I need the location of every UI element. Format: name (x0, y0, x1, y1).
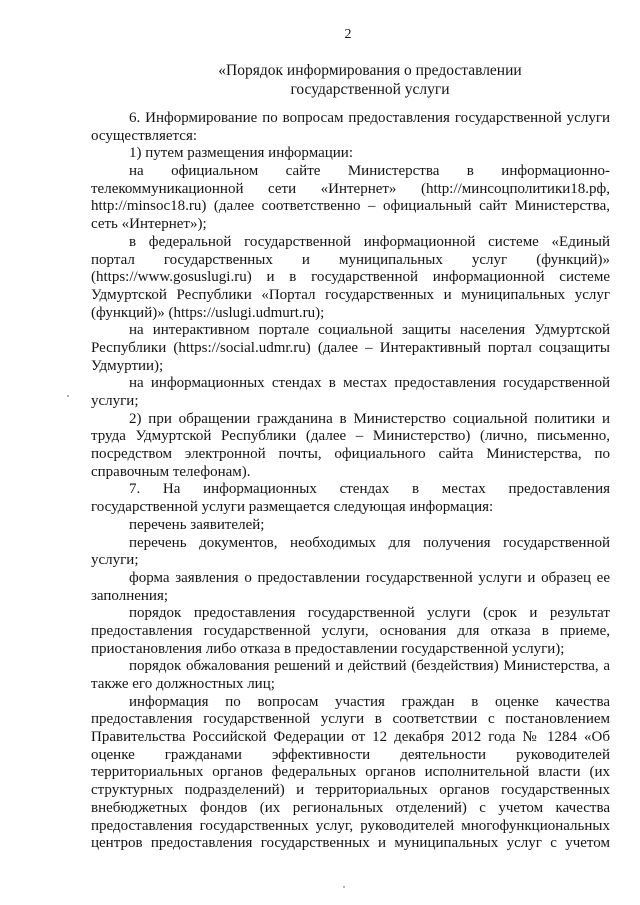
text-line: Удмуртии); (91, 357, 164, 374)
text-line: предоставления государственных услуг, руководителей многофункциональных (91, 817, 610, 834)
text-line: оценке гражданами эффективности деятельности руководителей (91, 746, 610, 763)
text-line: 1) путем размещения информации: (129, 145, 354, 162)
text-line: посредством электронной почты, официального сайта Министерства, по (91, 446, 610, 463)
heading-line-1: «Порядок информирования о предоставлении (218, 62, 522, 79)
scan-speck (67, 395, 69, 397)
section-heading (120, 61, 620, 99)
text-line: внебюджетных фондов (их региональных отделений) с учетом качества (91, 799, 610, 816)
text-line: 2) при обращении гражданина в Министерство социальной политики и (129, 410, 610, 427)
text-line: осуществляется: (91, 127, 198, 144)
text-line: порядок обжалования решений и действий (бездействия) Министерства, а (129, 658, 610, 675)
text-line: государственной услуги размещается следующая информация: (91, 499, 494, 516)
text-line: телекоммуникационной сети «Интернет» (http://минсоцполитики18.рф, (91, 180, 610, 197)
text-line: справочным телефонам). (91, 463, 251, 480)
text-line: на официальном сайте Министерства в информационно- (129, 163, 610, 180)
page-number: 2 (344, 27, 352, 42)
text-line: центров предоставления государственных и муниципальных услуг с учетом (91, 835, 610, 852)
heading-line-2: государственной услуги (290, 81, 450, 98)
text-line: услуги; (91, 552, 139, 569)
text-line: сеть «Интернет»); (91, 216, 207, 233)
text-line: на информационных стендах в местах предоставления государственной (129, 375, 610, 392)
text-line: информация по вопросам участия граждан в оценке качества (129, 693, 610, 710)
document-body (91, 110, 610, 853)
text-line: также его должностных лиц; (91, 676, 275, 692)
text-line: Удмуртской Республики «Портал государственных и муниципальных услуг (91, 286, 610, 303)
text-line: (https://www.gosuslugi.ru) и в государственной информационной системе (91, 269, 610, 286)
text-line: http://minsoc18.ru) (далее соответственно – официальный сайт Министерства, (91, 198, 610, 215)
text-line: структурных подразделений) и территориальных органов государственных (91, 782, 610, 799)
text-line: Правительства Российской Федерации от 12 декабря 2012 года № 1284 «Об (91, 729, 610, 746)
text-line: (функций)» (https://uslugi.udmurt.ru); (91, 304, 325, 321)
text-line: труда Удмуртской Республики (далее – Министерство) (лично, письменно, (91, 428, 610, 445)
text-line: Республики (https://social.udmr.ru) (далее – Интерактивный портал соцзащиты (91, 339, 610, 356)
text-line: услуги; (91, 393, 139, 409)
text-line: заполнения; (91, 587, 169, 604)
text-line: предоставления государственной услуги в соответствии с постановлением (91, 711, 610, 728)
text-line: территориальных органов федеральных органов исполнительной власти (их (91, 764, 610, 781)
text-line: перечень заявителей; (129, 516, 265, 533)
scan-speck (343, 886, 345, 888)
text-line: портал государственных и муниципальных услуг (функций)» (91, 251, 610, 268)
text-line: 6. Информирование по вопросам предоставления государственной услуги (129, 110, 610, 126)
text-line: перечень документов, необходимых для получения государственной (129, 534, 610, 551)
text-line: в федеральной государственной информационной системе «Единый (129, 233, 610, 250)
text-line: приостановления либо отказа в предоставлении государственной услуги); (91, 640, 565, 657)
text-line: форма заявления о предоставлении государственной услуги и образец ее (129, 569, 610, 586)
text-line: порядок предоставления государственной услуги (срок и результат (129, 605, 610, 622)
text-line: 7. На информационных стендах в местах предоставления (129, 481, 610, 498)
text-line: на интерактивном портале социальной защиты населения Удмуртской (129, 322, 610, 339)
text-line: предоставления государственной услуги, основания для отказа в приеме, (91, 622, 610, 639)
